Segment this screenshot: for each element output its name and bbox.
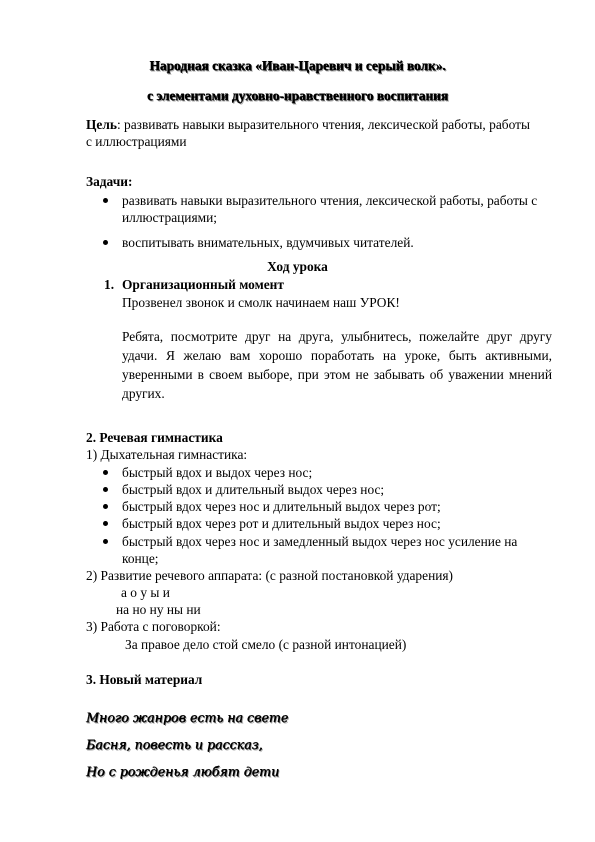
bullet-icon <box>103 487 108 492</box>
goal-line <box>86 117 530 133</box>
section2-title: 2. Речевая гимнастика <box>86 430 223 445</box>
section1-line: Прозвенел звонок и смолк начинаем наш УРОК! <box>122 295 400 310</box>
poem-line-1: Много жанров есть на свете <box>86 710 289 725</box>
syllables-line: на но ну ны ни <box>116 602 201 617</box>
tasks-heading: Задачи: <box>86 174 133 189</box>
proverb-heading: 3) Работа с поговоркой: <box>86 619 221 634</box>
breathing-item-4: быстрый вдох через рот и длительный выдох через нос; <box>122 516 441 531</box>
section1-paragraph: Ребята, посмотрите друг на друга, улыбнитесь, пожелайте друг другу удачи. Я желаю вам хорошо поработать на уроке, быть активными, уверенными в своем выборе, при этом не забывать об уважении мнений других. <box>122 329 552 401</box>
section1-number: 1. <box>104 277 115 292</box>
bullet-icon <box>103 539 108 544</box>
poem-line-2: Басня, повесть и рассказ, <box>86 737 263 752</box>
breathing-item-5: быстрый вдох через нос и замедленный выдох через нос усиление на <box>122 534 518 549</box>
proverb-line: За правое дело стой смело (с разной интонацией) <box>125 637 407 652</box>
section1-title: Организационный момент <box>122 277 284 292</box>
task-item-2: воспитывать внимательных, вдумчивых читателей. <box>122 235 414 250</box>
lesson-heading: Ход урока <box>267 259 328 274</box>
poem-line-3: Но с рожденья любят дети <box>86 764 280 779</box>
goal-text: : развивать навыки выразительного чтения, лексической работы, работы <box>116 117 530 132</box>
breathing-item-5-continued: конце; <box>122 551 159 566</box>
document-subtitle: с элементами духовно-нравственного воспитания <box>147 88 448 103</box>
breathing-item-3: быстрый вдох через нос и длительный выдох через рот; <box>122 499 441 514</box>
speech-apparatus-heading: 2) Развитие речевого аппарата: (с разной постановкой ударения) <box>86 568 454 583</box>
bullet-icon <box>103 240 108 245</box>
task-item-1-continued: иллюстрациями; <box>122 210 217 225</box>
document-title: Народная сказка «Иван-Царевич и серый волк». <box>149 58 446 73</box>
breathing-heading: 1) Дыхательная гимнастика: <box>86 447 248 462</box>
breathing-item-2: быстрый вдох и длительный выдох через нос; <box>122 482 385 497</box>
vowels-line: а о у ы и <box>121 585 170 600</box>
goal-label: Цель <box>86 117 117 132</box>
task-item-1: развивать навыки выразительного чтения, лексической работы, работы с <box>122 193 538 208</box>
goal-text-continued: с иллюстрациями <box>86 134 187 149</box>
bullet-icon <box>103 470 108 475</box>
bullet-icon <box>103 504 108 509</box>
section3-title: 3. Новый материал <box>86 672 203 687</box>
breathing-item-1: быстрый вдох и выдох через нос; <box>122 465 313 480</box>
bullet-icon <box>103 198 108 203</box>
bullet-icon <box>103 521 108 526</box>
